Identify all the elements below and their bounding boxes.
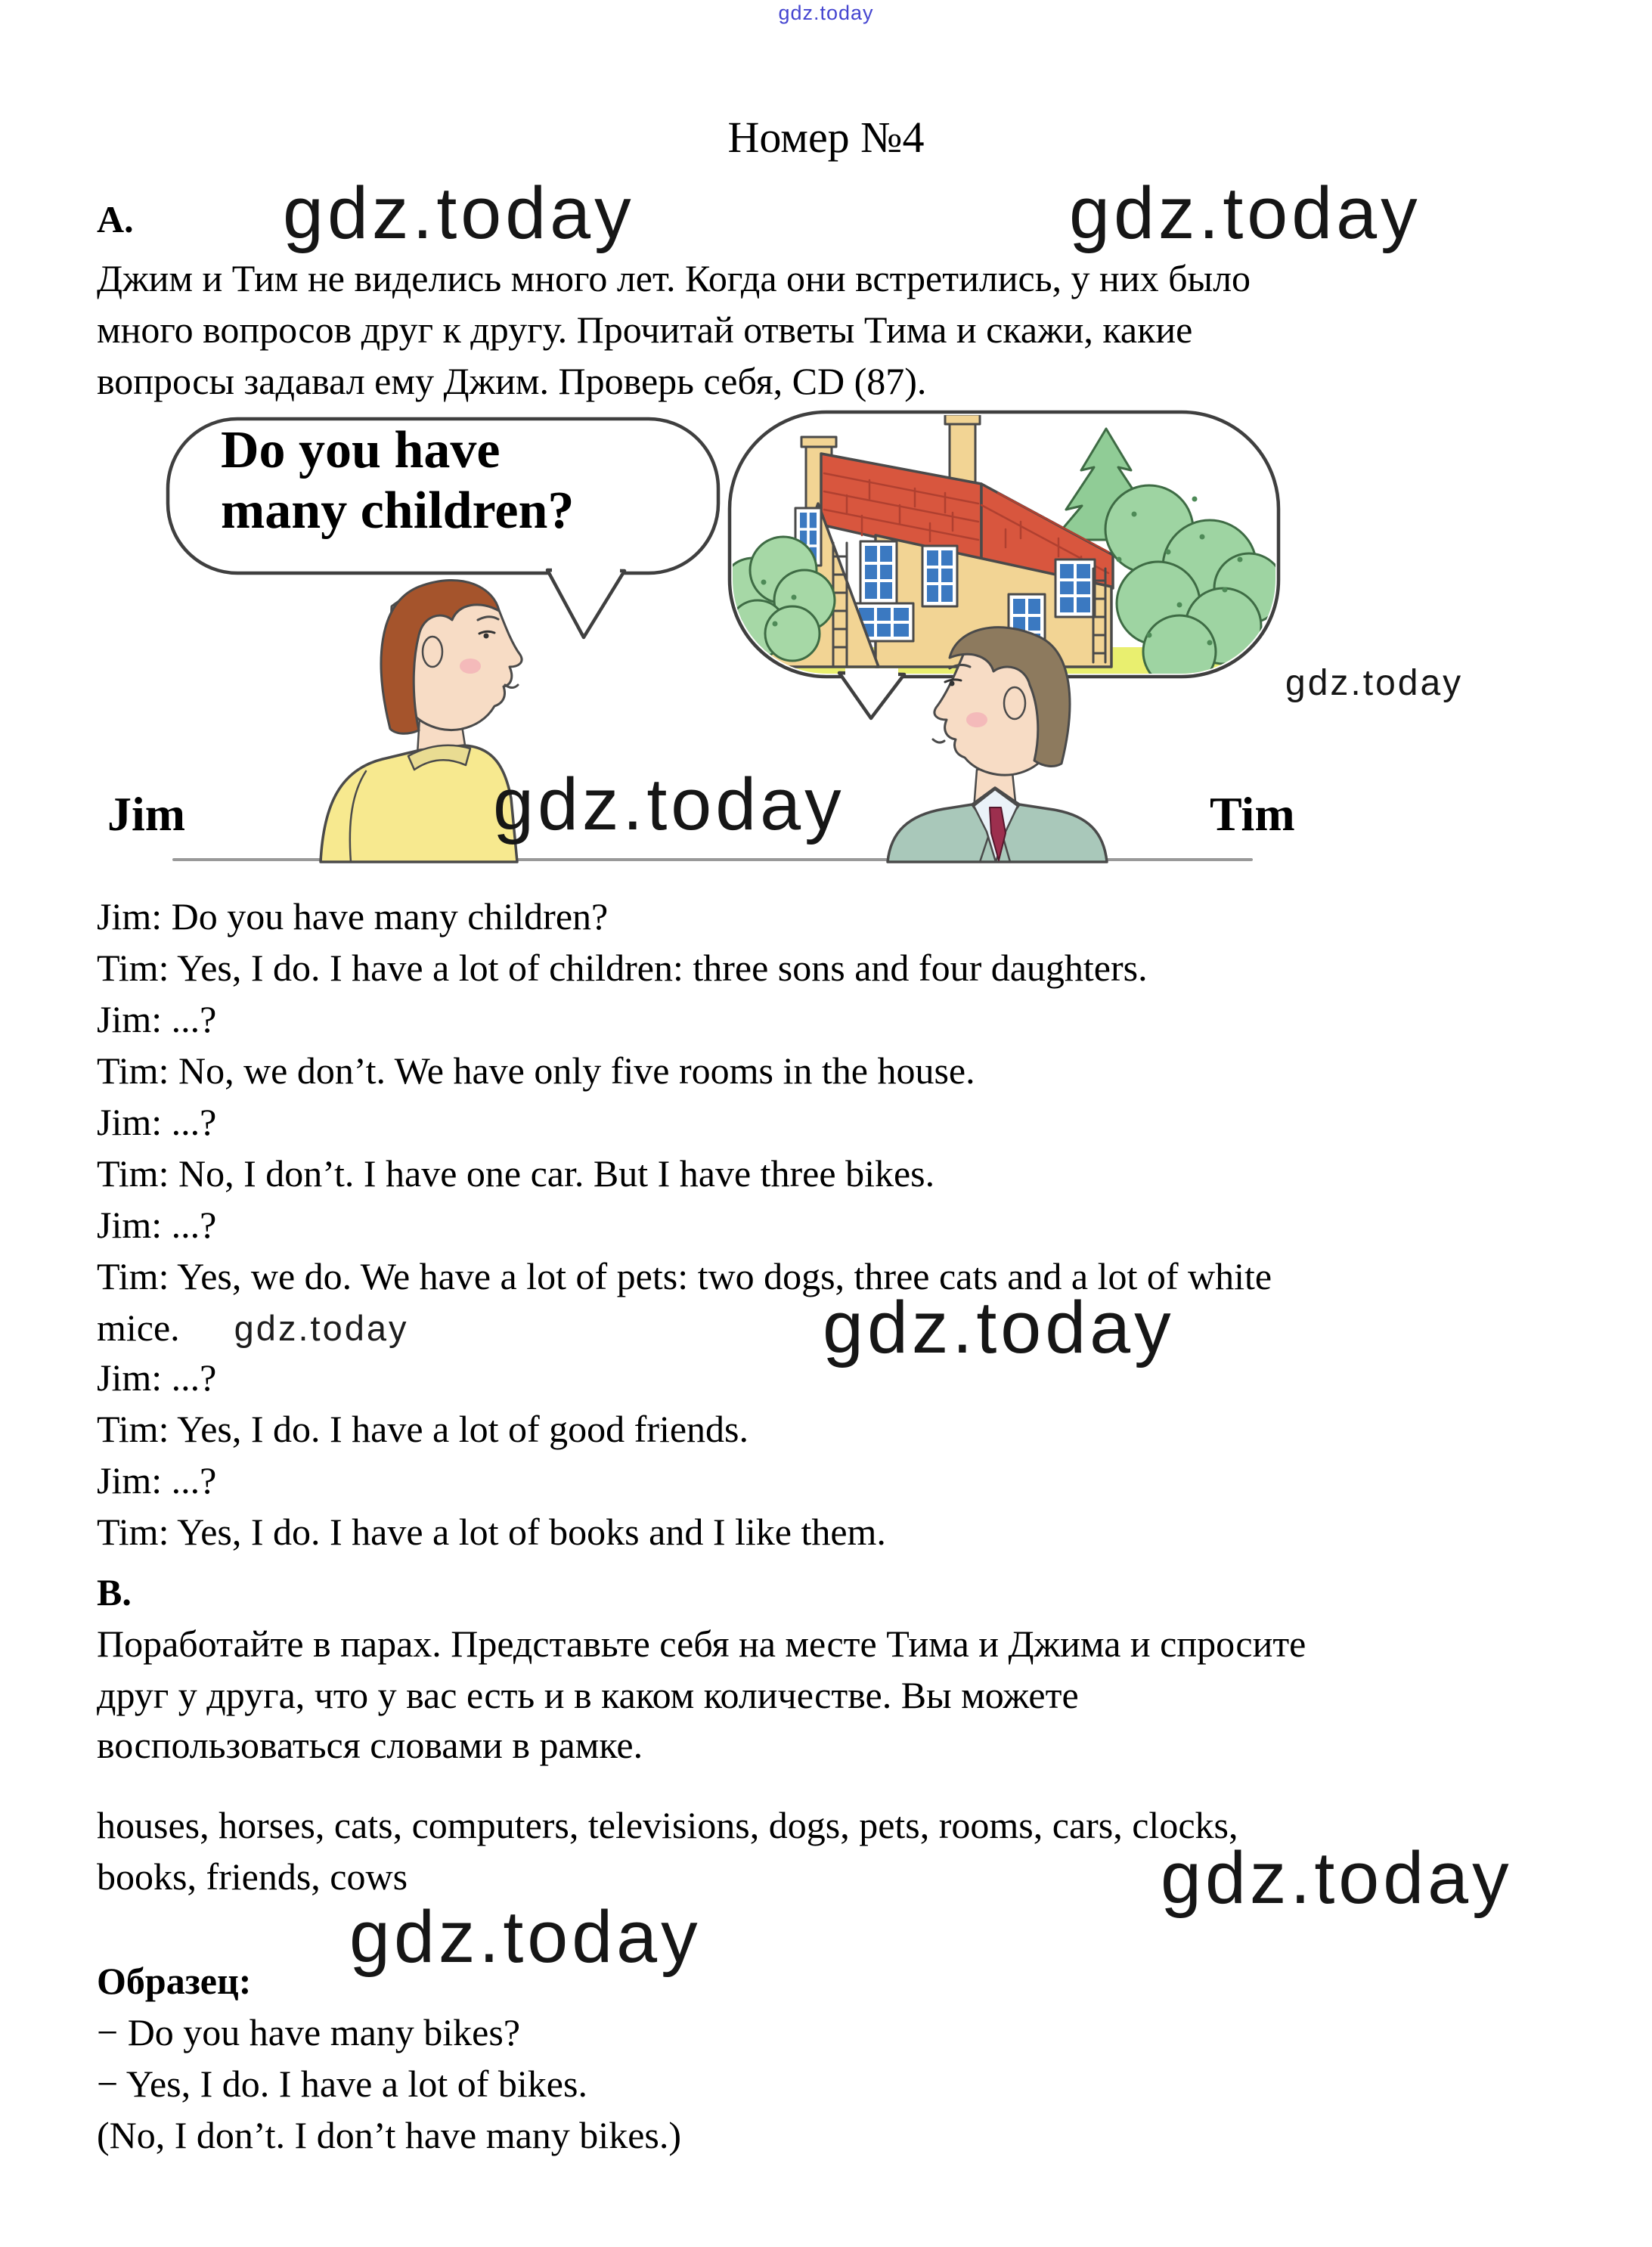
- tim-cheek: [966, 712, 987, 727]
- section-b-text-line: воспользоваться словами в рамке.: [97, 1724, 643, 1766]
- speech-bubble-right-tail: [839, 668, 904, 718]
- tim-mouth: [933, 739, 944, 742]
- watermark: gdz.today: [1161, 1836, 1513, 1919]
- section-b-text-line: друг у друга, что у вас есть и в каком количестве. Вы можете: [97, 1674, 1079, 1716]
- example-line: − Do you have many bikes?: [97, 2011, 521, 2053]
- bubble-line: many children?: [221, 482, 575, 540]
- page-title: Номер №4: [727, 113, 925, 162]
- dialogue-line: Tim: Yes, I do. I have a lot of good friends.: [97, 1408, 749, 1450]
- example-line: (No, I don’t. I don’t have many bikes.): [97, 2114, 681, 2156]
- jim-cheek: [460, 659, 481, 674]
- dialogue-line: Jim: Do you have many children?: [97, 895, 609, 938]
- watermark: gdz.today: [1069, 172, 1421, 254]
- section-a-text-line: вопросы задавал ему Джим. Проверь себя, CD (87).: [97, 360, 927, 402]
- watermark: gdz.today: [493, 763, 845, 845]
- dialogue-line: Jim: ...?: [97, 1459, 217, 1502]
- bubble-line: Do you have: [221, 421, 501, 479]
- dialogue-line: Jim: ...?: [97, 998, 217, 1040]
- watermark: gdz.today: [823, 1286, 1175, 1368]
- watermark: gdz.today: [349, 1895, 702, 1978]
- watermark: gdz.today: [1285, 663, 1464, 703]
- dialogue-line: [97, 1306, 408, 1350]
- watermark: gdz.today: [283, 172, 635, 254]
- section-a-label: A.: [97, 198, 134, 240]
- tim-pupil: [950, 681, 955, 686]
- speech-bubble-text: [221, 420, 574, 541]
- jim-ear: [423, 637, 442, 667]
- dialogue-line: Jim: ...?: [97, 1204, 217, 1246]
- dialogue-line: Tim: No, I don’t. I have one car. But I have three bikes.: [97, 1152, 935, 1195]
- section-a-text-line: Джим и Тим не виделись много лет. Когда они встретились, у них было: [97, 257, 1251, 299]
- section-b-text-line: Поработайте в парах. Представьте себя на месте Тима и Джима и спросите: [97, 1622, 1306, 1665]
- section-b-label: B.: [97, 1571, 132, 1613]
- jim-pupil: [484, 634, 489, 639]
- jim-mouth: [505, 685, 518, 688]
- tim-ear: [1004, 687, 1025, 719]
- word-box-line: books, friends, cows: [97, 1855, 408, 1898]
- jim-label: Jim: [107, 787, 186, 841]
- dialogue-line: Jim: ...?: [97, 1101, 217, 1143]
- section-a-text-line: много вопросов друг к другу. Прочитай ответы Тима и скажи, какие: [97, 308, 1193, 351]
- jim-figure: [321, 580, 522, 862]
- dialogue-line: Tim: Yes, I do. I have a lot of books and I like them.: [97, 1511, 886, 1553]
- dialogue-line: Tim: Yes, I do. I have a lot of children: three sons and four daughters.: [97, 947, 1148, 989]
- word-box-line: houses, horses, cats, computers, televisions, dogs, pets, rooms, cars, clocks,: [97, 1804, 1238, 1846]
- dialogue-line: Tim: No, we don’t. We have only five rooms in the house.: [97, 1049, 975, 1092]
- dialogue-line: Tim: Yes, we do. We have a lot of pets: two dogs, three cats and a lot of white: [97, 1255, 1272, 1297]
- chimney-cap: [801, 437, 836, 447]
- tim-label: Tim: [1210, 787, 1295, 841]
- watermark: gdz.today: [234, 1308, 409, 1348]
- dialogue-line: Jim: ...?: [97, 1356, 217, 1399]
- example-line: − Yes, I do. I have a lot of bikes.: [97, 2063, 587, 2105]
- dialogue-text: mice.: [97, 1306, 180, 1349]
- watermark-top: gdz.today: [778, 2, 874, 24]
- example-label: Образец:: [97, 1960, 252, 2002]
- chimney-cap: [945, 414, 980, 424]
